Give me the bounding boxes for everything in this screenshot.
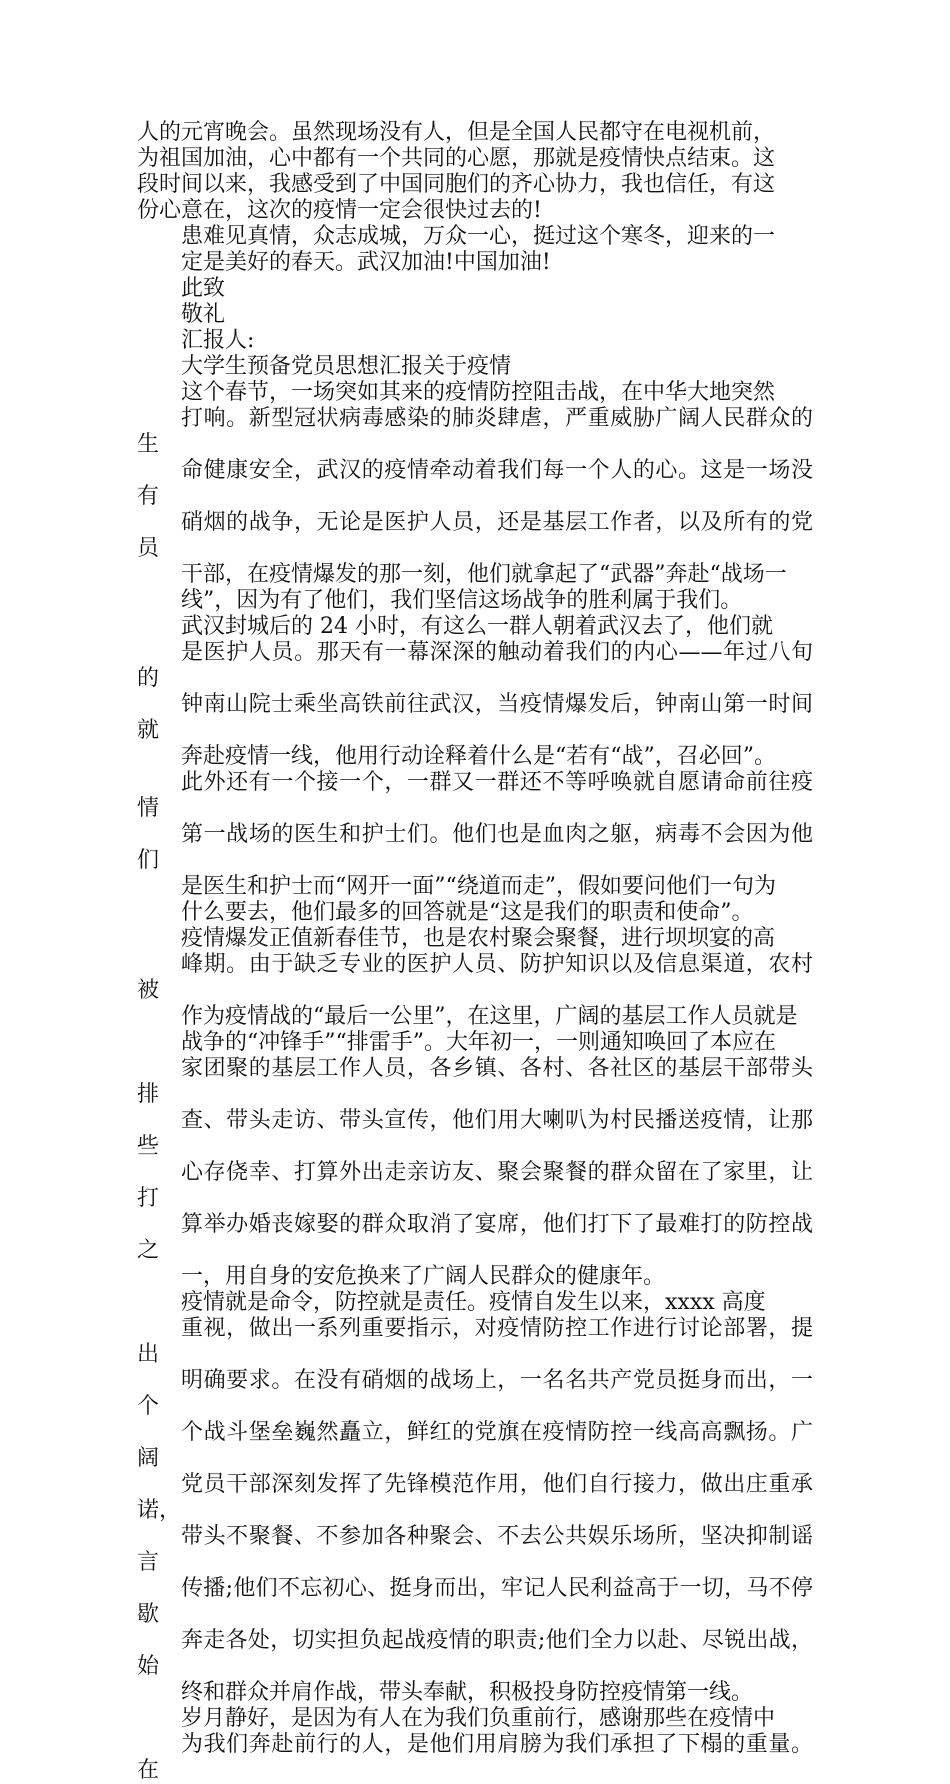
text-line: 人的元宵晚会。虽然现场没有人，但是全国人民都守在电视机前，	[137, 120, 776, 145]
text-line: 为我们奔赴前行的人，是他们用肩膀为我们承担了下榻的重量。在	[137, 1732, 813, 1783]
section-title	[137, 354, 813, 380]
text-line: 算举办婚丧嫁娶的群众取消了宴席，他们打下了最难打的防控战之	[137, 1212, 813, 1263]
text-line: 此致	[181, 276, 226, 301]
paragraph	[137, 224, 813, 276]
reporter-label	[137, 328, 813, 354]
text-line: 岁月静好，是因为有人在为我们负重前行，感谢那些在疫情中	[181, 1706, 776, 1731]
text-line: 疫情就是命令，防控就是责任。疫情自发生以来，xxxx 高度	[181, 1290, 766, 1315]
closing-salutation	[137, 276, 813, 302]
text-line: 钟南山院士乘坐高铁前往武汉，当疫情爆发后，钟南山第一时间就	[137, 692, 813, 743]
paragraph	[137, 614, 813, 926]
text-line: 此外还有一个接一个，一群又一群还不等呼唤就自愿请命前往疫情	[137, 770, 813, 821]
text-line: 战争的“冲锋手”“排雷手”。大年初一，一则通知唤回了本应在	[181, 1030, 776, 1055]
text-line: 段时间以来，我感受到了中国同胞们的齐心协力，我也信任，有这	[137, 172, 776, 197]
text-line: 重视，做出一系列重要指示，对疫情防控工作进行讨论部署，提出	[137, 1316, 813, 1367]
text-line: 心存侥幸、打算外出走亲访友、聚会聚餐的群众留在了家里，让打	[137, 1160, 813, 1211]
text-line: 患难见真情，众志成城，万众一心，挺过这个寒冬，迎来的一	[181, 224, 776, 249]
text-line: 带头不聚餐、不参加各种聚会、不去公共娱乐场所，坚决抑制谣言	[137, 1524, 813, 1575]
closing-respect	[137, 302, 813, 328]
text-line: 是医护人员。那天有一幕深深的触动着我们的内心——年过八旬的	[137, 640, 813, 691]
text-line: 传播;他们不忘初心、挺身而出，牢记人民利益高于一切，马不停歇	[137, 1576, 813, 1627]
text-line: 终和群众并肩作战，带头奉献，积极投身防控疫情第一线。	[181, 1680, 754, 1705]
paragraph	[137, 120, 813, 224]
text-line: 作为疫情战的“最后一公里”，在这里，广阔的基层工作人员就是	[181, 1004, 798, 1029]
text-line: 第一战场的医生和护士们。他们也是血肉之躯，病毒不会因为他们	[137, 822, 813, 873]
text-line: 奔走各处，切实担负起战疫情的职责;他们全力以赴、尽锐出战，始	[137, 1628, 813, 1679]
text-line: 奔赴疫情一线，他用行动诠释着什么是“若有“战”，召必回”。	[181, 744, 776, 769]
text-line: 这个春节，一场突如其来的疫情防控阻击战，在中华大地突然	[181, 380, 776, 405]
text-line: 干部，在疫情爆发的那一刻，他们就拿起了“武器”奔赴“战场一	[181, 562, 787, 587]
text-line: 打响。新型冠状病毒感染的肺炎肆虐，严重威胁广阔人民群众的生	[137, 406, 813, 457]
text-line: 命健康安全，武汉的疫情牵动着我们每一个人的心。这是一场没有	[137, 458, 813, 509]
text-line: 敬礼	[181, 302, 226, 327]
text-line: 份心意在，这次的疫情一定会很快过去的!	[137, 198, 542, 223]
paragraph	[137, 1706, 813, 1784]
paragraph	[137, 380, 813, 614]
text-line: 家团聚的基层工作人员，各乡镇、各村、各社区的基层干部带头排	[137, 1056, 813, 1107]
paragraph	[137, 926, 813, 1290]
text-line: 大学生预备党员思想汇报关于疫情	[181, 354, 512, 379]
document-page	[137, 120, 813, 1784]
text-line: 汇报人:	[181, 328, 255, 353]
text-line: 明确要求。在没有硝烟的战场上，一名名共产党员挺身而出，一个	[137, 1368, 813, 1419]
text-line: 峰期。由于缺乏专业的医护人员、防护知识以及信息渠道，农村被	[137, 952, 813, 1003]
text-line: 疫情爆发正值新春佳节，也是农村聚会聚餐，进行坝坝宴的高	[181, 926, 776, 951]
text-line: 是医生和护士而“网开一面”“绕道而走”，假如要问他们一句为	[181, 874, 776, 899]
text-line: 一，用自身的安危换来了广阔人民群众的健康年。	[181, 1264, 666, 1289]
text-line: 线”，因为有了他们，我们坚信这场战争的胜利属于我们。	[181, 588, 743, 613]
text-line: 党员干部深刻发挥了先锋模范作用，他们自行接力，做出庄重承诺，	[137, 1472, 813, 1523]
text-line: 定是美好的春天。武汉加油!中国加油!	[181, 250, 551, 275]
paragraph	[137, 1290, 813, 1706]
text-line: 查、带头走访、带头宣传，他们用大喇叭为村民播送疫情，让那些	[137, 1108, 813, 1159]
text-line: 硝烟的战争，无论是医护人员，还是基层工作者，以及所有的党员	[137, 510, 813, 561]
text-line: 为祖国加油，心中都有一个共同的心愿，那就是疫情快点结束。这	[137, 146, 776, 171]
text-line: 什么要去，他们最多的回答就是“这是我们的职责和使命”。	[181, 900, 754, 925]
text-line: 个战斗堡垒巍然矗立，鲜红的党旗在疫情防控一线高高飘扬。广阔	[137, 1420, 813, 1471]
text-line: 武汉封城后的 24 小时，有这么一群人朝着武汉去了，他们就	[181, 614, 773, 639]
